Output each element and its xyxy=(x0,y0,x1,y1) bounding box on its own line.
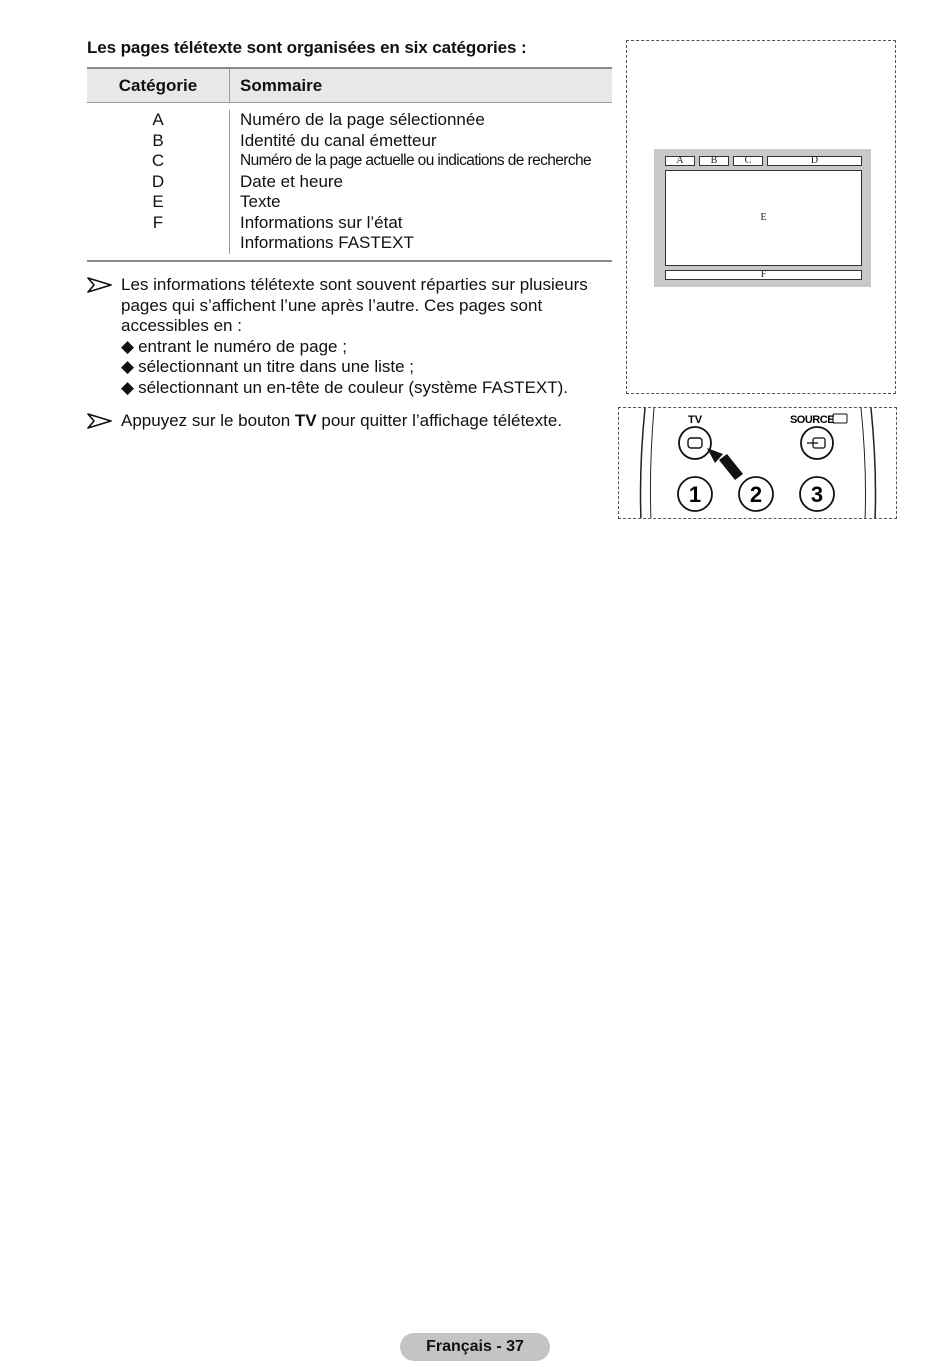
teletext-field-c: C xyxy=(733,156,763,166)
number-label: 2 xyxy=(749,482,763,507)
tv-button-icon xyxy=(679,427,711,459)
summary-cell: Date et heure xyxy=(240,171,344,191)
note-exit-teletext xyxy=(87,411,617,432)
category-cell: F xyxy=(152,212,164,232)
category-column xyxy=(87,110,230,254)
note-text: pour quitter l’affichage télétexte. xyxy=(316,411,563,430)
number-label: 3 xyxy=(810,482,824,507)
category-table xyxy=(87,67,612,262)
diamond-bullet-icon: ◆ xyxy=(121,377,135,397)
arrow-pointer-icon xyxy=(87,276,113,294)
tv-screen xyxy=(654,149,871,287)
source-button-icon xyxy=(801,427,833,459)
category-cell: B xyxy=(152,130,164,150)
page-heading: Les pages télétexte sont organisées en six catégories : xyxy=(87,38,527,57)
arrow-pointer-icon xyxy=(87,412,113,430)
source-label: SOURCE xyxy=(789,414,835,426)
note-text: Les informations télétexte sont souvent réparties sur plusieurs pages qui s’affichent l’une après l’autre. Ces pages sont accessibles en : xyxy=(121,275,588,335)
diamond-bullet-icon: ◆ xyxy=(121,357,135,376)
tv-keyword: TV xyxy=(294,411,317,430)
diamond-bullet-icon: ◆ xyxy=(121,336,135,356)
number-label: 1 xyxy=(688,482,702,507)
summary-cell: Numéro de la page sélectionnée xyxy=(240,110,485,129)
teletext-field-f: F xyxy=(665,270,862,280)
header-summary: Sommaire xyxy=(240,76,323,95)
teletext-diagram xyxy=(626,40,896,394)
list-item-text: entrant le numéro de page ; xyxy=(138,336,347,356)
category-cell: A xyxy=(152,110,164,129)
note-teletext-pages xyxy=(87,275,617,398)
summary-cell: Numéro de la page actuelle ou indications de recherche xyxy=(240,152,592,169)
teletext-field-e: E xyxy=(665,170,862,266)
teletext-field-d: D xyxy=(767,156,862,166)
header-category: Catégorie xyxy=(87,69,230,102)
source-indicator-icon xyxy=(833,414,847,423)
list-item-text: sélectionnant un en-tête de couleur (système FASTEXT). xyxy=(138,377,569,397)
category-cell: C xyxy=(151,151,165,170)
list-item-text: sélectionnant un titre dans une liste ; xyxy=(138,357,415,376)
number-button-2 xyxy=(739,477,773,511)
list-item xyxy=(121,337,617,358)
note-text: Appuyez sur le bouton xyxy=(121,411,295,430)
summary-cell: Identité du canal émetteur xyxy=(240,130,437,150)
number-button-1 xyxy=(678,477,712,511)
summary-cell: Texte xyxy=(240,192,281,211)
remote-illustration xyxy=(618,407,897,519)
category-cell: D xyxy=(151,171,165,191)
category-cell: E xyxy=(152,192,164,211)
summary-cell: Informations FASTEXT xyxy=(240,233,414,252)
teletext-field-a: A xyxy=(665,156,695,166)
list-item xyxy=(121,357,617,378)
page-footer: Français - 37 xyxy=(400,1333,550,1361)
table-body xyxy=(87,103,612,260)
summary-column xyxy=(230,110,591,254)
remote-drawing xyxy=(619,408,897,519)
number-button-3 xyxy=(800,477,834,511)
list-item xyxy=(121,378,617,399)
table-header xyxy=(87,69,612,103)
press-arrow-icon xyxy=(707,448,743,480)
summary-cell: Informations sur l’état xyxy=(240,212,403,232)
tv-label: TV xyxy=(687,414,703,426)
teletext-field-b: B xyxy=(699,156,729,166)
